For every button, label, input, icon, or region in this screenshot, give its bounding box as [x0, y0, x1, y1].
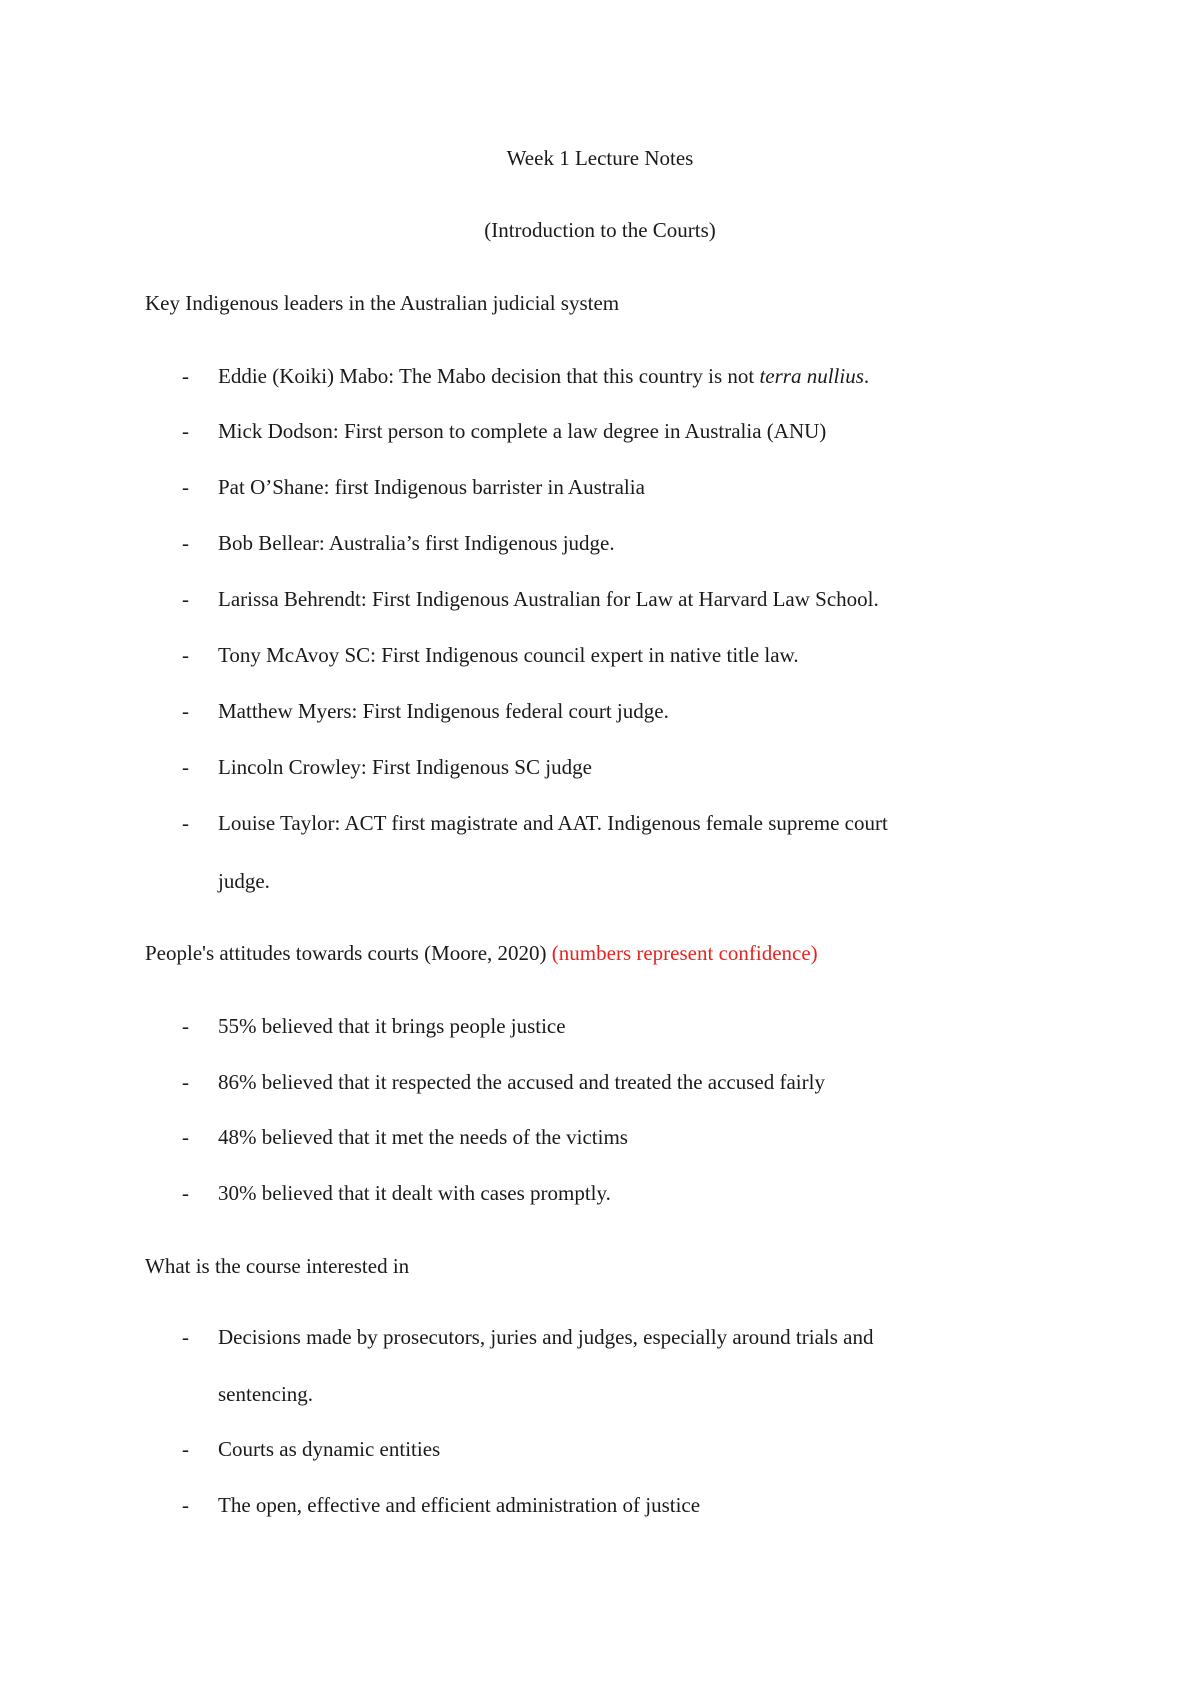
list-item: Tony McAvoy SC: First Indigenous council expert in native title law.	[218, 643, 799, 667]
heading-note: (numbers represent confidence)	[551, 941, 818, 965]
list-item: 48% believed that it met the needs of the victims	[218, 1125, 628, 1149]
bullet-dash: -	[182, 1493, 189, 1517]
section-heading-attitudes: People's attitudes towards courts (Moore, 2020) (numbers represent confidence)	[145, 941, 818, 965]
bullet-dash: -	[182, 643, 189, 667]
list-item: Matthew Myers: First Indigenous federal court judge.	[218, 699, 669, 723]
page-title: Week 1 Lecture Notes	[506, 146, 694, 170]
bullet-dash: -	[182, 1437, 189, 1461]
section-heading-leaders: Key Indigenous leaders in the Australian judicial system	[145, 291, 620, 315]
list-item: The open, effective and efficient administration of justice	[218, 1493, 701, 1517]
list-item: Larissa Behrendt: First Indigenous Australian for Law at Harvard Law School.	[218, 587, 879, 611]
list-item: 30% believed that it dealt with cases promptly.	[218, 1181, 611, 1205]
list-item: Decisions made by prosecutors, juries and judges, especially around trials and	[218, 1325, 874, 1349]
list-item-continuation: sentencing.	[218, 1382, 314, 1406]
list-item: 86% believed that it respected the accused and treated the accused fairly	[218, 1070, 825, 1094]
emphasis-text: terra nullius	[759, 364, 864, 388]
bullet-dash: -	[182, 364, 189, 388]
list-item: Bob Bellear: Australia’s first Indigenous judge.	[218, 531, 615, 555]
list-item: Pat O’Shane: first Indigenous barrister in Australia	[218, 475, 645, 499]
bullet-dash: -	[182, 699, 189, 723]
page-subtitle: (Introduction to the Courts)	[484, 218, 716, 242]
bullet-dash: -	[182, 419, 189, 443]
bullet-dash: -	[182, 811, 189, 835]
bullet-dash: -	[182, 1325, 189, 1349]
list-item: Louise Taylor: ACT first magistrate and AAT. Indigenous female supreme court	[218, 811, 888, 835]
list-item: Lincoln Crowley: First Indigenous SC judge	[218, 755, 592, 779]
bullet-dash: -	[182, 755, 189, 779]
list-item: 55% believed that it brings people justice	[218, 1014, 566, 1038]
section-heading-course: What is the course interested in	[145, 1254, 410, 1278]
list-item: Eddie (Koiki) Mabo: The Mabo decision that this country is not terra nullius.	[218, 364, 870, 388]
list-item: Courts as dynamic entities	[218, 1437, 441, 1461]
bullet-dash: -	[182, 531, 189, 555]
bullet-dash: -	[182, 1070, 189, 1094]
list-item-continuation: judge.	[218, 869, 270, 893]
bullet-dash: -	[182, 1014, 189, 1038]
list-item: Mick Dodson: First person to complete a law degree in Australia (ANU)	[218, 419, 827, 443]
bullet-dash: -	[182, 1125, 189, 1149]
bullet-dash: -	[182, 475, 189, 499]
bullet-dash: -	[182, 587, 189, 611]
bullet-dash: -	[182, 1181, 189, 1205]
